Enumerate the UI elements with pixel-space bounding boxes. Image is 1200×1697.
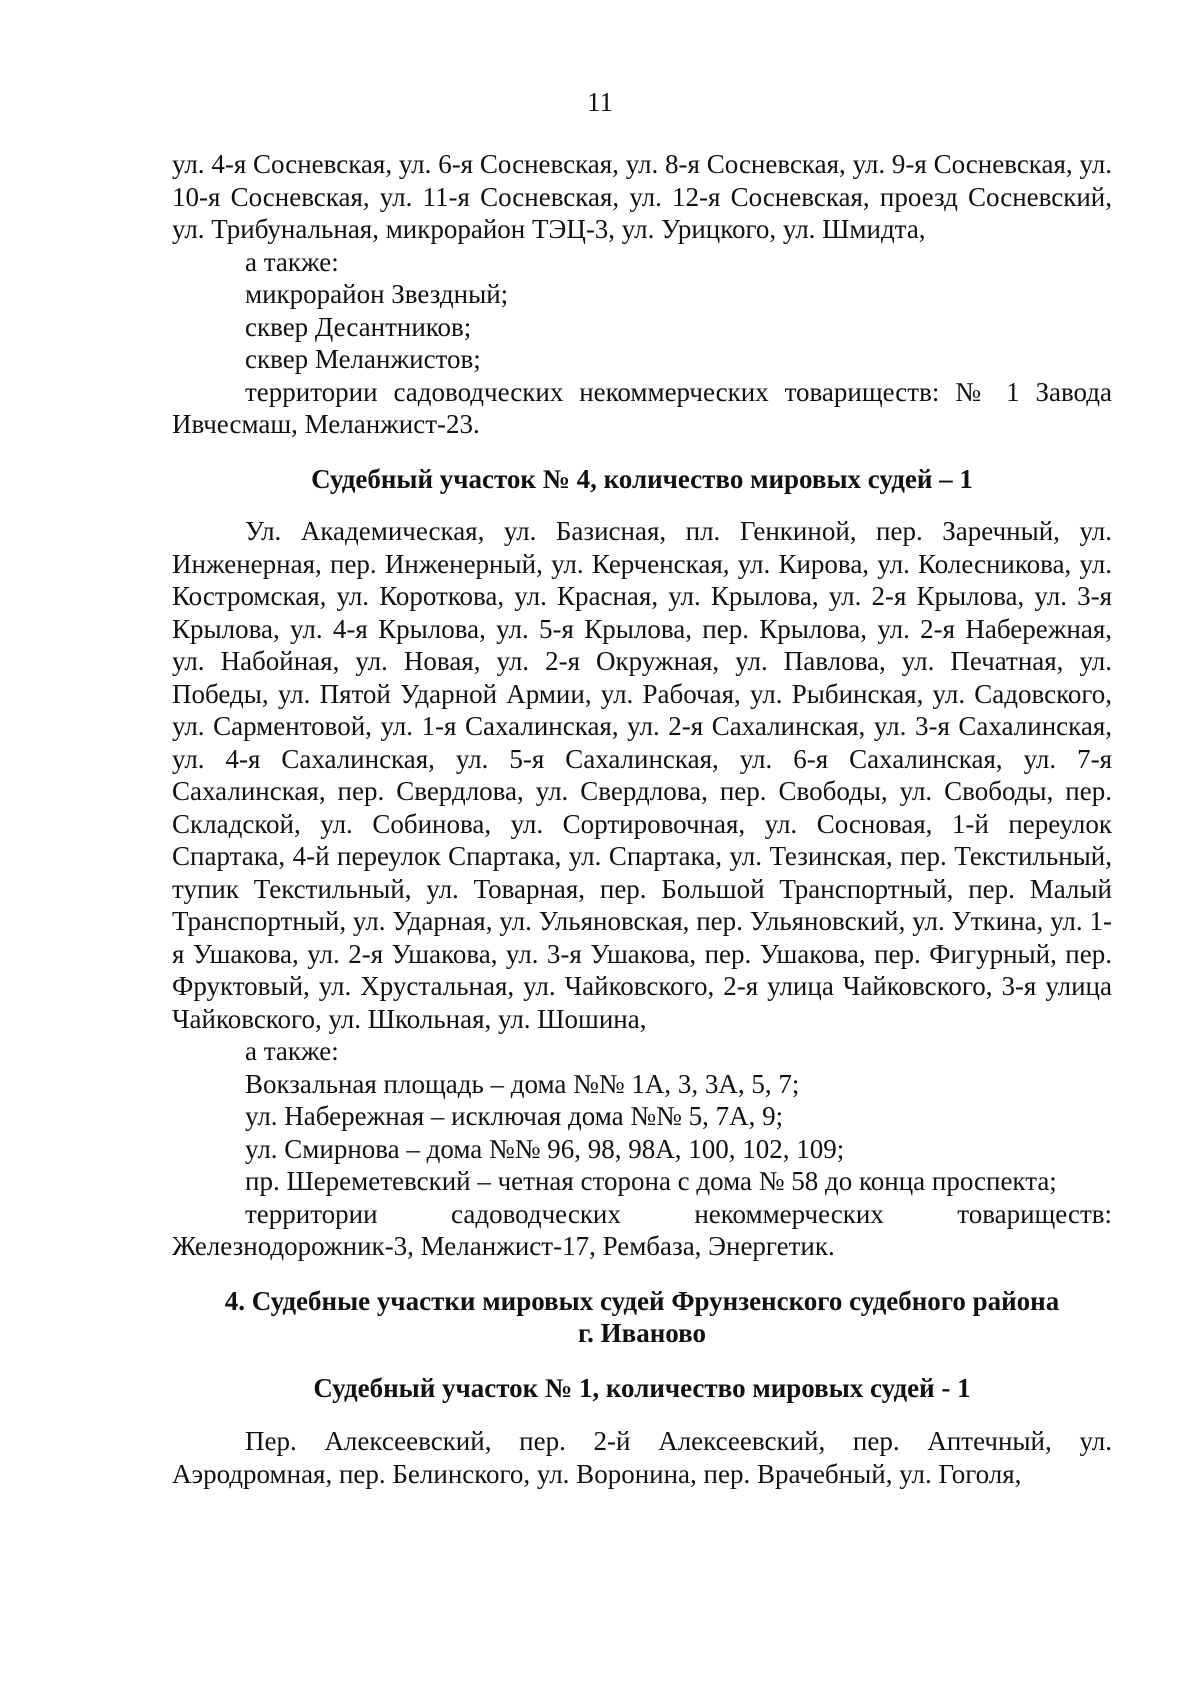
list-item: ул. Смирнова – дома №№ 96, 98, 98А, 100, 102, 109; xyxy=(245,1133,845,1164)
list-item: пр. Шереметевский – четная сторона с дома № 58 до конца проспекта; xyxy=(245,1166,1057,1196)
page-number: 11 xyxy=(587,87,613,117)
street-list-paragraph: ул. 4-я Сосневская, ул. 6-я Сосневская, ул. 8-я Сосневская, ул. 9-я Сосневская, ул. 10-я Сосневская, ул. 11-я Сосневская, ул. 12-я Сосневская, проезд Сосневский, ул. Трибунальная, микрорайон ТЭЦ-3, ул. Урицкого, ул. Шмидта, xyxy=(172,149,1112,244)
district-heading-line: г. Иваново xyxy=(577,1318,707,1348)
territories-line: Железнодорожник-3, Меланжист-17, Рембаза, Энергетик. xyxy=(172,1231,835,1261)
street-list-paragraph: Пер. Алексеевский, пер. 2-й Алексеевский, пер. Аптечный, ул. Аэродромная, пер. Белинского, ул. Воронина, пер. Врачебный, ул. Гоголя, xyxy=(172,1426,1112,1489)
district-heading xyxy=(172,1285,1112,1350)
section-heading: Судебный участок № 4, количество мировых судей – 1 xyxy=(311,463,973,494)
territories-line: территории садоводческих некоммерческих товариществ: xyxy=(245,1198,1112,1229)
also-label: а также: xyxy=(245,1036,339,1066)
also-label: а также: xyxy=(245,246,339,277)
list-item: микрорайон Звездный; xyxy=(245,279,509,309)
list-item: сквер Десантников; xyxy=(245,311,472,342)
list-item: сквер Меланжистов; xyxy=(245,344,481,374)
list-item: ул. Набережная – исключая дома №№ 5, 7А, 9; xyxy=(245,1101,784,1131)
page-content xyxy=(172,148,1112,1490)
territories-paragraph: территории садоводческих некоммерческих товариществ: № 1 Завода Ивчесмаш, Меланжист-23. xyxy=(172,376,1112,439)
street-list-paragraph: Ул. Академическая, ул. Базисная, пл. Генкиной, пер. Заречный, ул. Инженерная, пер. Инженерный, ул. Керченская, ул. Кирова, ул. Колесникова, ул. Костромская, ул. Короткова, ул. Красная, ул. Крылова, ул. 2-я Крылова, ул. 3-я Крылова, ул. 4-я Крылова, ул. 5-я Крылова, пер. Крылова, ул. 2-я Набережная, ул. Набойная, ул. Новая, ул. 2-я Окружная, ул. Павлова, ул. Печатная, ул. Победы, ул. Пятой Ударной Армии, ул. Рабочая, ул. Рыбинская, ул. Садовского, ул. Сарментовой, ул. 1-я Сахалинская, ул. 2-я Сахалинская, ул. 3-я Сахалинская, ул. 4-я Сахалинская, ул. 5-я Сахалинская, ул. 6-я Сахалинская, ул. 7-я Сахалинская, пер. Свердлова, ул. Свердлова, пер. Свободы, ул. Свободы, пер. Складской, ул. Собинова, ул. Сортировочная, ул. Сосновая, 1-й переулок Спартака, 4-й переулок Спартака, ул. Спартака, ул. Тезинская, пер. Текстильный, тупик Текстильный, ул. Товарная, пер. Большой Транспортный, пер. Малый Транспортный, ул. Ударная, ул. Ульяновская, пер. Ульяновский, ул. Уткина, ул. 1-я Ушакова, ул. 2-я Ушакова, ул. 3-я Ушакова, пер. Ушакова, пер. Фигурный, пер. Фруктовый, ул. Хрустальная, ул. Чайковского, 2-я улица Чайковского, 3-я улица Чайковского, ул. Школьная, ул. Шошина, xyxy=(172,516,1112,1034)
section-heading: Судебный участок № 1, количество мировых судей - 1 xyxy=(313,1372,971,1403)
district-heading-line: 4. Судебные участки мировых судей Фрунзенского судебного района xyxy=(224,1285,1060,1316)
list-item: Вокзальная площадь – дома №№ 1А, 3, 3А, 5, 7; xyxy=(245,1068,800,1099)
